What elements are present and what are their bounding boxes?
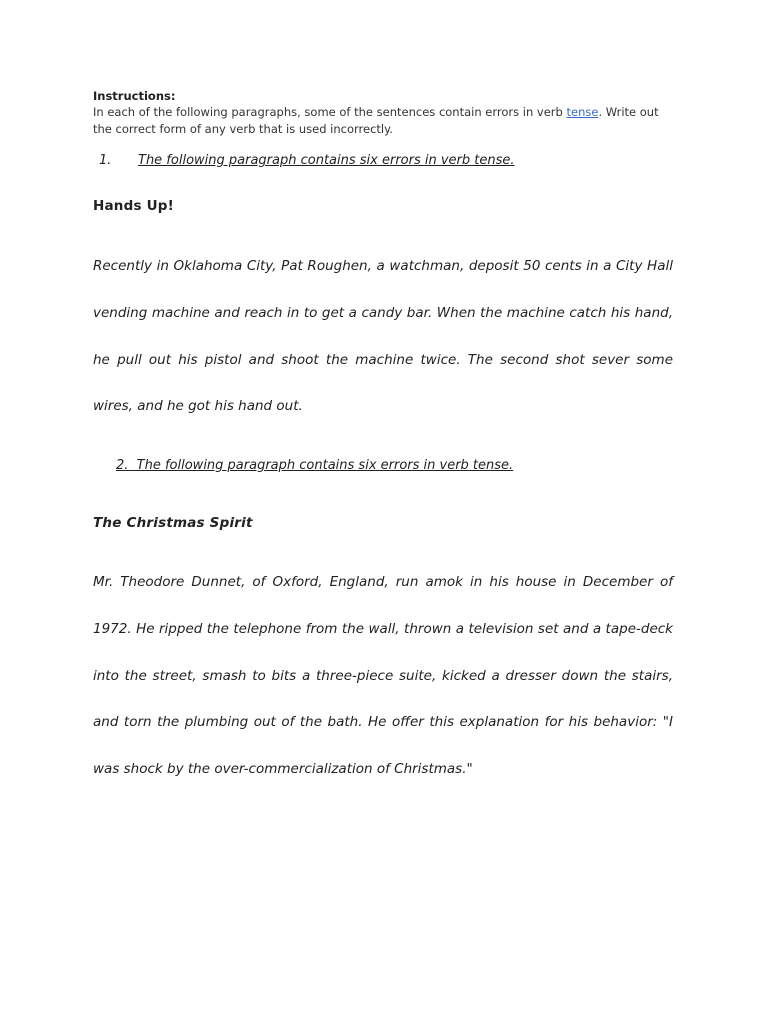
instructions-text-end: . Write out the correct form of any verb that is used incorrectly. (93, 105, 659, 136)
story-paragraph-hands-up: Recently in Oklahoma City, Pat Roughen, a watchman, deposit 50 cents in a City Hall vending machine and reach in to get a candy bar. When the machine catch his hand, he pull out his pistol and shoot the machine twice. The second shot sever some wires, and he got his hand out. (93, 258, 673, 415)
instructions-text (93, 104, 673, 137)
section1-heading-text: The following paragraph contains six errors in verb tense. (138, 153, 515, 168)
document-page (93, 88, 673, 778)
section2-heading: 2. The following paragraph contains six errors in verb tense. (116, 458, 514, 473)
section1-heading (99, 152, 515, 170)
instructions-text-start: In each of the following paragraphs, some of the sentences contain errors in verb (93, 105, 567, 119)
instructions-title: Instructions: (93, 89, 176, 103)
tense-link[interactable]: tense (566, 105, 599, 119)
story-paragraph-christmas-spirit: Mr. Theodore Dunnet, of Oxford, England, run amok in his house in December of 1972. He ripped the telephone from the wall, thrown a television set and a tape-deck into the street, smash to bits a three-piece suite, kicked a dresser down the stairs, and torn the plumbing out of the bath. He offer this explanation for his behavior: "I was shock by the over-commercialization of Christmas." (93, 574, 673, 778)
section1-number: 1. (99, 153, 112, 168)
story-title-hands-up: Hands Up! (93, 198, 175, 214)
story-title-christmas-spirit: The Christmas Spirit (93, 515, 253, 531)
